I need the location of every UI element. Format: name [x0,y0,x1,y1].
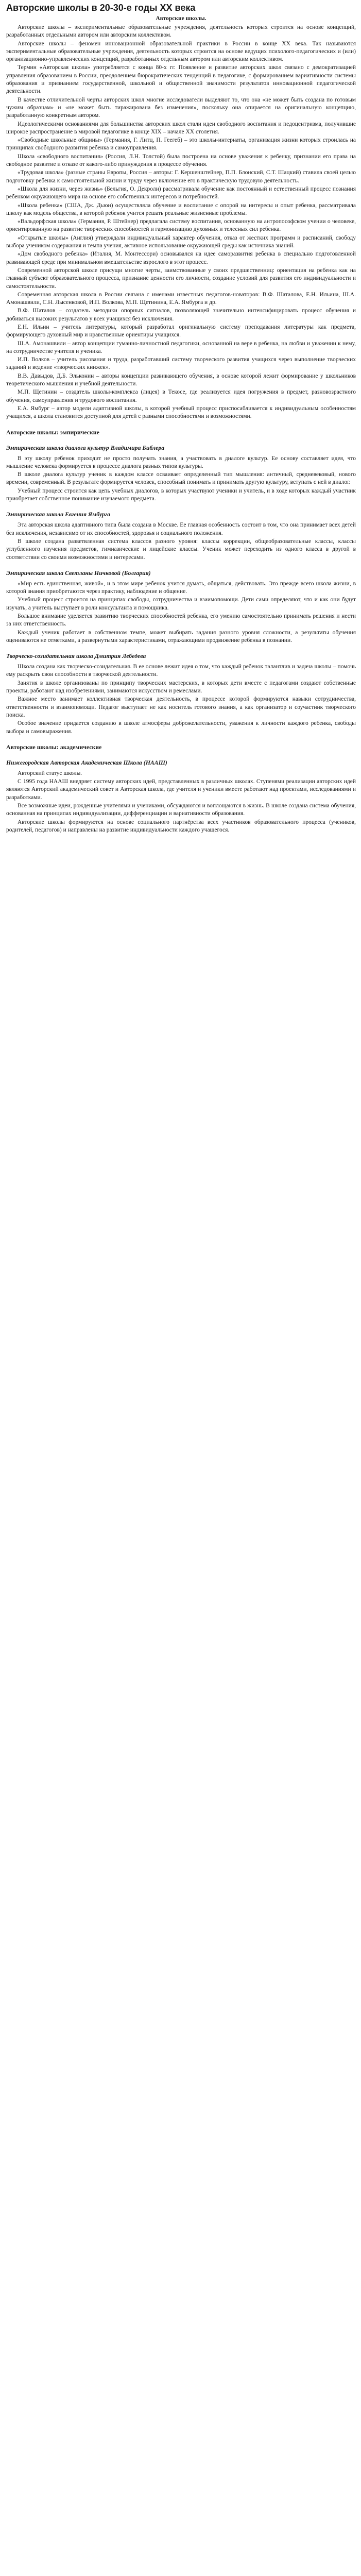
paragraph: В школе создана разветвленная система классов разного уровня: классы коррекции, общеобразовательные классы, классы углубленного изучения предметов, гимназические и лицейские классы. Ученик может переходить из одного класса в другой в соответствии со своими возможностями и интересами. [6,538,356,561]
paragraph: Е.А. Ямбург – автор модели адаптивной школы, в которой учебный процесс приспосабливается к индивидуальным особенностям учащихся, а школа становится доступной для детей с разными способностями и возможностями. [6,405,356,420]
paragraph: Учебный процесс строится на принципах свободы, сотрудничества и взаимопомощи. Дети сами определяют, что и как они будут изучать, а учитель выступает в роли консультанта и помощника. [6,597,356,611]
section-empirical [6,428,356,736]
subsection-heading: Творческо-созидательная школа Дмитрия Лебедева [6,652,146,660]
section-heading: Авторские школы: академические [6,743,102,751]
paragraph: Ш.А. Амонашвили – автор концепции гуманно-личностной педагогики, основанной на вере в ребенка, на любви и уважении к нему, на сотрудничестве учителя и ученика. [6,340,356,354]
paragraph: «Свободные школьные общины» (Германия, Г. Литц, П. Геегеб) – это школы-интернаты, организация жизни которых строилась на принципах свободного развития ребенка и самоуправления. [6,137,356,151]
paragraph: Е.Н. Ильин – учитель литературы, который разработал оригинальную систему преподавания литературы как предмета, формирующего духовный мир и нравственные ориентиры учащихся. [6,324,356,338]
paragraph: В.В. Давыдов, Д.Б. Эльконин – авторы концепции развивающего обучения, в основе которой лежит формирование у школьников теоретического мышления и учебной деятельности. [6,372,356,387]
paragraph: «Школа ребенка» (США, Дж. Дьюи) осуществляла обучение и воспитание с опорой на интересы и опыт ребенка, рассматривала школу как модель общества, в которой ребенок учится решать реальные жизненные проблемы. [6,202,356,216]
paragraph: В школе диалога культур ученик в каждом классе осваивает определенный тип мышления: античный, средневековый, нового времени, современный. В результате формируется человек, способный понимать и принимать другую культуру, вступать с ней в диалог. [6,471,356,486]
subsection-heading: Нижегородская Авторская Академическая Школа (НААШ) [6,758,167,766]
paragraph: Современная авторская школа в России связана с именами известных педагогов-новаторов: В.Ф. Шаталова, Е.Н. Ильина, Ш.А. Амонашвили, С.Н. Лысенковой, И.П. Волкова, М.П. Щетинина, Е.А. Ямбурга и др. [6,291,356,306]
paragraph: Большое внимание уделяется развитию творческих способностей ребенка, его умению самостоятельно принимать решения и нести за них ответственность. [6,613,356,628]
paragraph: Школа создана как творческо-созидательная. В ее основе лежит идея о том, что каждый ребенок талантлив и задача школы – помочь ему раскрыть свои способности в творческой деятельности. [6,664,356,678]
subsection-heading: Эмпирическая школа Евгения Ямбурга [6,511,111,518]
section-heading: Авторские школы: эмпирические [6,428,99,436]
paragraph: Современной авторской школе присущи многие черты, заимствованные у своих предшественниц: ориентация на ребенка как на главный субъект образовательного процесса, признание ценности его личности, создание условий для развития его индивидуальности и самостоятельности. [6,267,356,290]
paragraph: Эта авторская школа адаптивного типа была создана в Москве. Ее главная особенность состоит в том, что она принимает всех детей без исключения, независимо от их способностей, здоровья и социального положения. [6,522,356,536]
paragraph: Учебный процесс строится как цепь учебных диалогов, в которых участвуют ученики и учитель, и в ходе которых каждый участник приобретает собственное понимание изучаемого предмета. [6,487,356,502]
paragraph: Авторские школы – экспериментальные образовательные учреждения, деятельность которых строится на основе концепций, разработанных отдельными автором или авторским коллективом. [6,24,356,39]
paragraph: В качестве отличительной черты авторских школ многие исследователи выделяют то, что она «не может быть создана по готовым чужим образцам» и «не может быть тиражирована без изменения», поскольку она опирается на оригинальную концепцию, разработанную конкретным автором. [6,96,356,119]
article [0,0,361,834]
paragraph: Все возможные идеи, рожденные учителями и учениками, обсуждаются и воплощаются в жизнь. В школе создана система обучения, основанная на принципах индивидуализации, дифференциации и вариативности образования. [6,803,356,817]
paragraph: Школа «свободного воспитания» (Россия, Л.Н. Толстой) была построена на основе уважения к ребенку, признании его права на свободное развитие и отказе от какого-либо принуждения в процессе обучения. [6,153,356,168]
paragraph: Авторский статус школы. [18,770,82,776]
section-academic [6,743,356,834]
paragraph: «Открытые школы» (Англия) утверждали индивидуальный характер обучения, отказ от жестких программ и расписаний, свободу выбора учеником содержания и темпа учения, активное использование окружающей среды как источника знаний. [6,234,356,249]
paragraph: В эту школу ребенок приходит не просто получать знания, а участвовать в диалоге культур. Ее основу составляет идея, что мышление человека формируется в процессе диалога разных типов культуры. [6,455,356,469]
intro-section [6,24,356,421]
paragraph: Каждый ученик работает в собственном темпе, может выбирать задания разного уровня сложности, а результаты обучения оцениваются не отметками, а развернутыми характеристиками, отражающими продвижение ребенка в познании. [6,629,356,643]
paragraph: Занятия в школе организованы по принципу творческих мастерских, в которых дети вместе с педагогами создают собственные проекты, работают над изобретениями, занимаются искусством и ремеслами. [6,680,356,694]
paragraph: Авторские школы – феномен инновационной образовательной практики в России в конце XX века. Так называются экспериментальные образовательные учреждения, деятельность которых строится на основе ведущих психолого-педагогических и (или) организационно-управленческих концепций, разработанных отдельным автором или авторским коллективом. [6,40,356,63]
paragraph: М.П. Щетинин – создатель школы-комплекса (лицея) в Текосе, где реализуется идея погружения в предмет, разновозрастного обучения, самоуправления и трудового воспитания. [6,389,356,403]
paragraph: И.П. Волков – учитель рисования и труда, разработавший систему творческого развития учащихся через выполнение творческих заданий и ведение «творческих книжек». [6,357,356,371]
paragraph: В.Ф. Шаталов – создатель методики опорных сигналов, позволяющей значительно интенсифицировать процесс обучения и добиваться высоких результатов у всех учащихся без исключения. [6,308,356,322]
paragraph: «Мир есть единственная, живой», и в этом мире ребенок учится думать, общаться, действовать. Это прежде всего школа жизни, в которой знания приобретаются через практику, наблюдение и общение. [6,580,356,595]
page-subtitle: Авторские школы. [156,15,207,22]
paragraph: Авторские школы формируются на основе социального партнёрства всех участников образовательного процесса (учеников, родителей, педагогов) и направлены на развитие индивидуальности каждого учащегося. [6,819,356,833]
paragraph: «Трудовая школа» (разные страны Европы, Россия – авторы: Г. Кершенштейнер, П.П. Блонский, С.Т. Шацкий) ставила своей целью подготовку ребенка к самостоятельной жизни и труду через включение его в практическую трудовую деятельность. [6,170,356,184]
paragraph: Идеологическими основаниями для большинства авторских школ стали идеи свободного воспитания и педоцентризма, получившие широкое распространение в мировой педагогике в конце XIX – начале XX столетия. [6,121,356,135]
page-title: Авторские школы в 20-30-е годы XX века [6,3,196,13]
paragraph: «Школа для жизни, через жизнь» (Бельгия, О. Декроли) рассматривала обучение как постоянный и естественный процесс познания ребенком окружающего мира на основе его собственных интересов и потребностей. [6,185,356,200]
paragraph: Термин «Авторская школа» употребляется с конца 80-х гг. Появление и развитие авторских школ связано с демократизацией управления образованием в России, преодолением бюрократических тенденций в педагогике, с формированием вариативности системы образования и признанием государственной, школьной и общественной значимости результатов инновационной педагогической деятельности. [6,64,356,95]
subsection-heading: Эмпирическая школа Светланы Ничковой (Болгария) [6,569,151,577]
subsection-heading: Эмпирическая школа диалога культур Владимира Библера [6,444,165,451]
paragraph: С 1995 года НААШ внедряет систему авторских идей, представленных в различных школах. Ступенями реализации авторских идей являются Авторский академический совет и Авторская школа, где учителя и ученики вместе работают над проектами, исследованиями и разработками. [6,778,356,801]
paragraph: «Вальдорфская школа» (Германия, Р. Штейнер) предлагала систему воспитания, основанную на антропософском учении о человеке, ориентированную на развитие творческих способностей и гармонизацию духовных и телесных сил ребенка. [6,218,356,233]
paragraph: «Дом свободного ребенка» (Италия, М. Монтессори) основывался на идее саморазвития ребенка в специально подготовленной развивающей среде при минимальном вмешательстве взрослого в этот процесс. [6,251,356,265]
paragraph: Особое значение придается созданию в школе атмосферы доброжелательности, уважения к личности каждого ребенка, свободы выбора и самовыражения. [6,720,356,735]
paragraph: Важное место занимает коллективная творческая деятельность, в процессе которой формируются навыки сотрудничества, ответственности и взаимопомощи. Педагог выступает не как носитель готового знания, а как организатор и соучастник творческого поиска. [6,696,356,718]
